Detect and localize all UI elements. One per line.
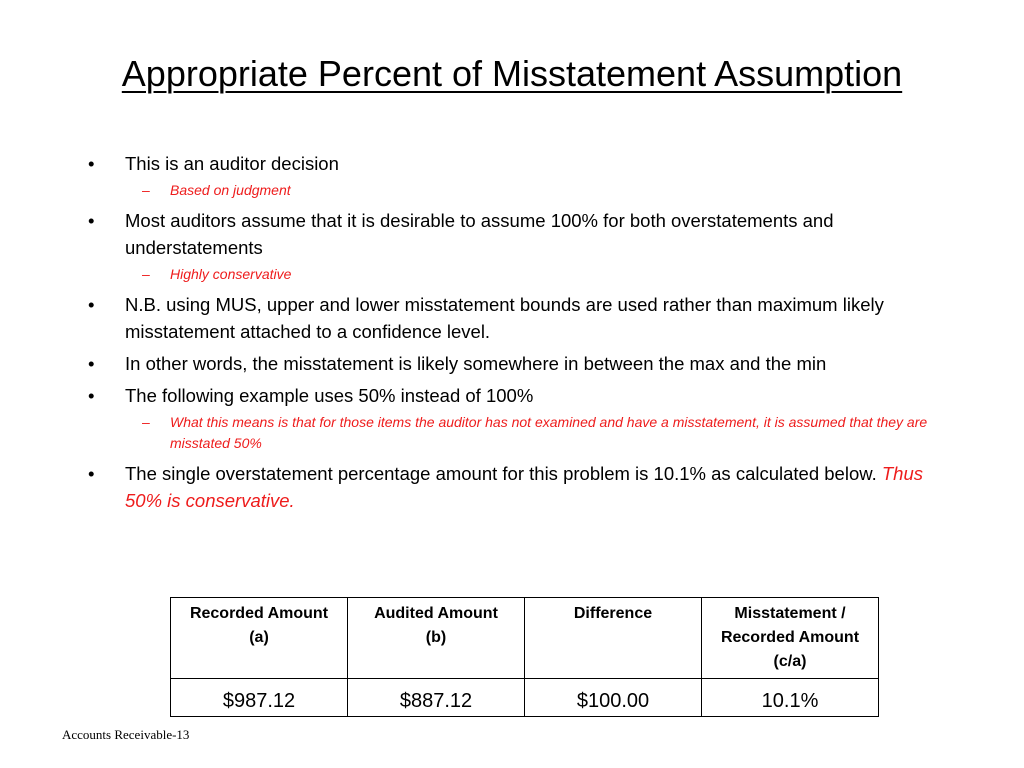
bullet-icon: • bbox=[88, 210, 95, 231]
bullet-text: Most auditors assume that it is desirable to assume 100% for both overstatements and understatements bbox=[125, 210, 834, 258]
table-row bbox=[171, 679, 879, 717]
bullet-icon: • bbox=[88, 463, 95, 484]
cell-misstatement-ratio: 10.1% bbox=[702, 679, 879, 717]
misstatement-table bbox=[170, 597, 879, 717]
bullet-item bbox=[88, 382, 938, 409]
cell-audited-amount: $887.12 bbox=[348, 679, 525, 717]
bullet-icon: • bbox=[88, 153, 95, 174]
dash-icon: – bbox=[142, 414, 150, 430]
dash-icon: – bbox=[142, 182, 150, 198]
bullet-item bbox=[88, 460, 938, 514]
cell-difference: $100.00 bbox=[525, 679, 702, 717]
sub-bullet-item bbox=[88, 180, 938, 201]
bullet-text: N.B. using MUS, upper and lower misstatement bounds are used rather than maximum likely misstatement attached to a confidence level. bbox=[125, 294, 884, 342]
dash-icon: – bbox=[142, 266, 150, 282]
bullet-item bbox=[88, 207, 938, 261]
sub-bullet-item bbox=[88, 412, 938, 454]
slide-footer: Accounts Receivable-13 bbox=[62, 727, 190, 742]
bullet-item bbox=[88, 150, 938, 177]
table-header-row bbox=[171, 598, 879, 679]
bullet-list bbox=[88, 150, 938, 519]
sub-bullet-text: What this means is that for those items the auditor has not examined and have a misstatement, it is assumed that they are misstated 50% bbox=[170, 414, 928, 451]
header-difference: Difference bbox=[525, 598, 702, 679]
sub-bullet-item bbox=[88, 264, 938, 285]
bullet-item bbox=[88, 291, 938, 345]
conservative-emphasis: Thus 50% is conservative. bbox=[125, 463, 924, 511]
bullet-icon: • bbox=[88, 353, 95, 374]
bullet-text: The following example uses 50% instead of 100% bbox=[125, 385, 534, 406]
header-audited-amount: Audited Amount (b) bbox=[348, 598, 525, 679]
header-misstatement-ratio: Misstatement / Recorded Amount (c/a) bbox=[702, 598, 879, 679]
bullet-text: This is an auditor decision bbox=[125, 153, 339, 174]
sub-bullet-text: Highly conservative bbox=[170, 266, 292, 282]
bullet-text: In other words, the misstatement is likely somewhere in between the max and the min bbox=[125, 353, 827, 374]
bullet-item bbox=[88, 350, 938, 377]
slide-title: Appropriate Percent of Misstatement Assumption bbox=[121, 53, 903, 94]
bullet-icon: • bbox=[88, 385, 95, 406]
bullet-icon: • bbox=[88, 294, 95, 315]
cell-recorded-amount: $987.12 bbox=[171, 679, 348, 717]
header-recorded-amount: Recorded Amount (a) bbox=[171, 598, 348, 679]
bullet-text: The single overstatement percentage amount for this problem is 10.1% as calculated below. bbox=[125, 463, 877, 484]
sub-bullet-text: Based on judgment bbox=[170, 182, 291, 198]
